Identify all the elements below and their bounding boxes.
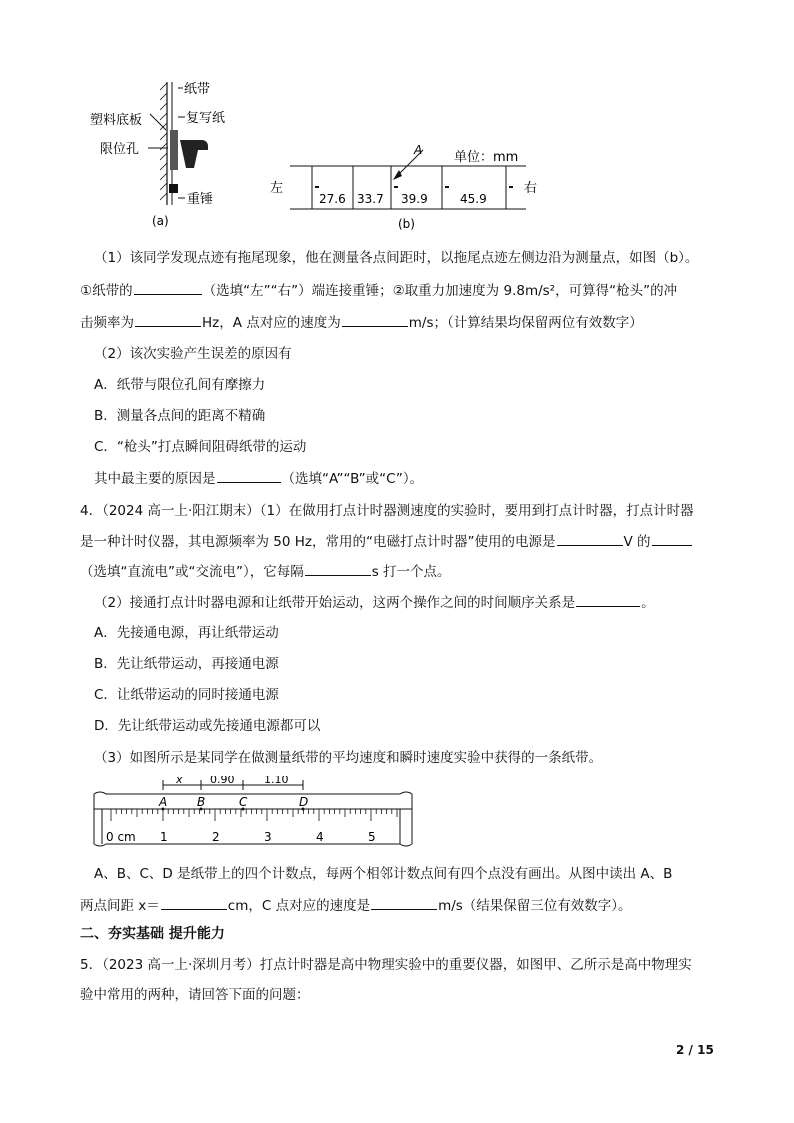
q4-option-a: A．先接通电源，再让纸带运动 xyxy=(94,625,279,641)
ruler-figure xyxy=(88,776,418,848)
label-plastic-board: 塑料底板 xyxy=(90,113,143,128)
q3-option-c: C．“枪头”打点瞬间阻碍纸带的运动 xyxy=(94,439,307,455)
q4-line3: （选填“直流电”或“交流电”），它每隔 s 打一个点。 xyxy=(80,561,451,582)
section-heading: 二、夯实基础 提升能力 xyxy=(80,926,225,942)
q4-part3: （3）如图所示是某同学在做测量纸带的平均速度和瞬时速度实验中获得的一条纸带。 xyxy=(94,750,603,766)
point-b: B xyxy=(197,795,206,809)
q4-desc-line2: 两点间距 x＝ cm，C 点对应的速度是 m/s（结果保留三位有效数字）。 xyxy=(80,895,632,916)
q3-part1-line1: （1）该同学发现点迹有拖尾现象，他在测量各点间距时，以拖尾点迹左侧边沿为测量点，如图（b）。 xyxy=(94,250,699,266)
point-c: C xyxy=(239,795,248,809)
q4-option-b: B．先让纸带运动，再接通电源 xyxy=(94,656,279,672)
q3-part1-line2: ①纸带的 （选填“左”“右”）端连接重锤；②取重力加速度为 9.8m/s²，可算得“枪头”的冲 xyxy=(80,280,677,301)
segment-1: 27.6 xyxy=(319,192,346,206)
left-label: 左 xyxy=(270,181,284,196)
answer-blank[interactable] xyxy=(652,531,692,546)
label-limit-hole: 限位孔 xyxy=(100,142,140,157)
q3-part1-line3: 击频率为 Hz，A 点对应的速度为 m/s；（计算结果均保留两位有效数字） xyxy=(80,312,643,333)
q3-option-a: A．纸带与限位孔间有摩擦力 xyxy=(94,377,266,393)
page-number: 2 / 15 xyxy=(676,1043,714,1057)
q4-option-d: D．先让纸带运动或先接通电源都可以 xyxy=(94,718,321,734)
tick-5: 5 xyxy=(368,830,376,844)
answer-blank[interactable] xyxy=(161,895,227,910)
right-label: 右 xyxy=(524,181,538,196)
point-a: A xyxy=(159,795,168,809)
unit-label: 单位：mm xyxy=(454,150,519,165)
q4-part2: （2）接通打点计时器电源和让纸带开始运动，这两个操作之间的时间顺序关系是 。 xyxy=(94,592,655,613)
segment-2: 33.7 xyxy=(357,192,384,206)
q5-line2: 验中常用的两种，请回答下面的问题： xyxy=(80,987,310,1003)
answer-blank[interactable] xyxy=(371,895,437,910)
q3-main-reason: 其中最主要的原因是 （选填“A”“B”或“C”）。 xyxy=(94,468,423,489)
q5-line1: 5．（2023 高一上·深圳月考）打点计时器是高中物理实验中的重要仪器，如图甲、乙所示是高中物理实 xyxy=(80,957,692,973)
dim-090-label: 0.90 xyxy=(210,776,235,786)
q3-option-b: B．测量各点间的距离不精确 xyxy=(94,408,266,424)
q4-option-c: C．让纸带运动的同时接通电源 xyxy=(94,687,279,703)
segment-3: 39.9 xyxy=(401,192,428,206)
answer-blank[interactable] xyxy=(134,280,202,295)
caption-b: (b) xyxy=(398,217,415,231)
q4-line2: 是一种计时仪器，其电源频率为 50 Hz，常用的“电磁打点计时器”使用的电源是 V 的 xyxy=(80,531,693,552)
dim-x-label: x xyxy=(176,776,183,786)
figure-a xyxy=(90,80,250,230)
dim-110-label: 1.10 xyxy=(264,776,289,786)
answer-blank[interactable] xyxy=(135,312,201,327)
answer-blank[interactable] xyxy=(576,592,640,607)
answer-blank[interactable] xyxy=(342,312,408,327)
tick-0: 0 cm xyxy=(106,830,136,844)
tick-3: 3 xyxy=(264,830,272,844)
caption-a: (a) xyxy=(152,214,169,228)
figure-b xyxy=(268,140,538,232)
answer-blank[interactable] xyxy=(557,531,623,546)
q4-line1: 4．（2024 高一上·阳江期末）（1）在做用打点计时器测速度的实验时，要用到打点计时器，打点计时器 xyxy=(80,503,694,519)
label-carbon-paper: 复写纸 xyxy=(186,111,226,126)
q3-part2: （2）该次实验产生误差的原因有 xyxy=(94,346,292,362)
tick-1: 1 xyxy=(160,830,168,844)
q4-desc-line1: A、B、C、D 是纸带上的四个计数点，每两个相邻计数点间有四个点没有画出。从图中读出 A、B xyxy=(94,866,673,882)
segment-4: 45.9 xyxy=(460,192,487,206)
point-a-label: A xyxy=(414,143,423,157)
label-paper-tape: 纸带 xyxy=(184,82,211,97)
answer-blank[interactable] xyxy=(305,561,371,576)
answer-blank[interactable] xyxy=(217,468,281,483)
tick-4: 4 xyxy=(316,830,324,844)
label-weight: 重锤 xyxy=(187,192,214,207)
tick-2: 2 xyxy=(212,830,220,844)
point-d: D xyxy=(299,795,309,809)
